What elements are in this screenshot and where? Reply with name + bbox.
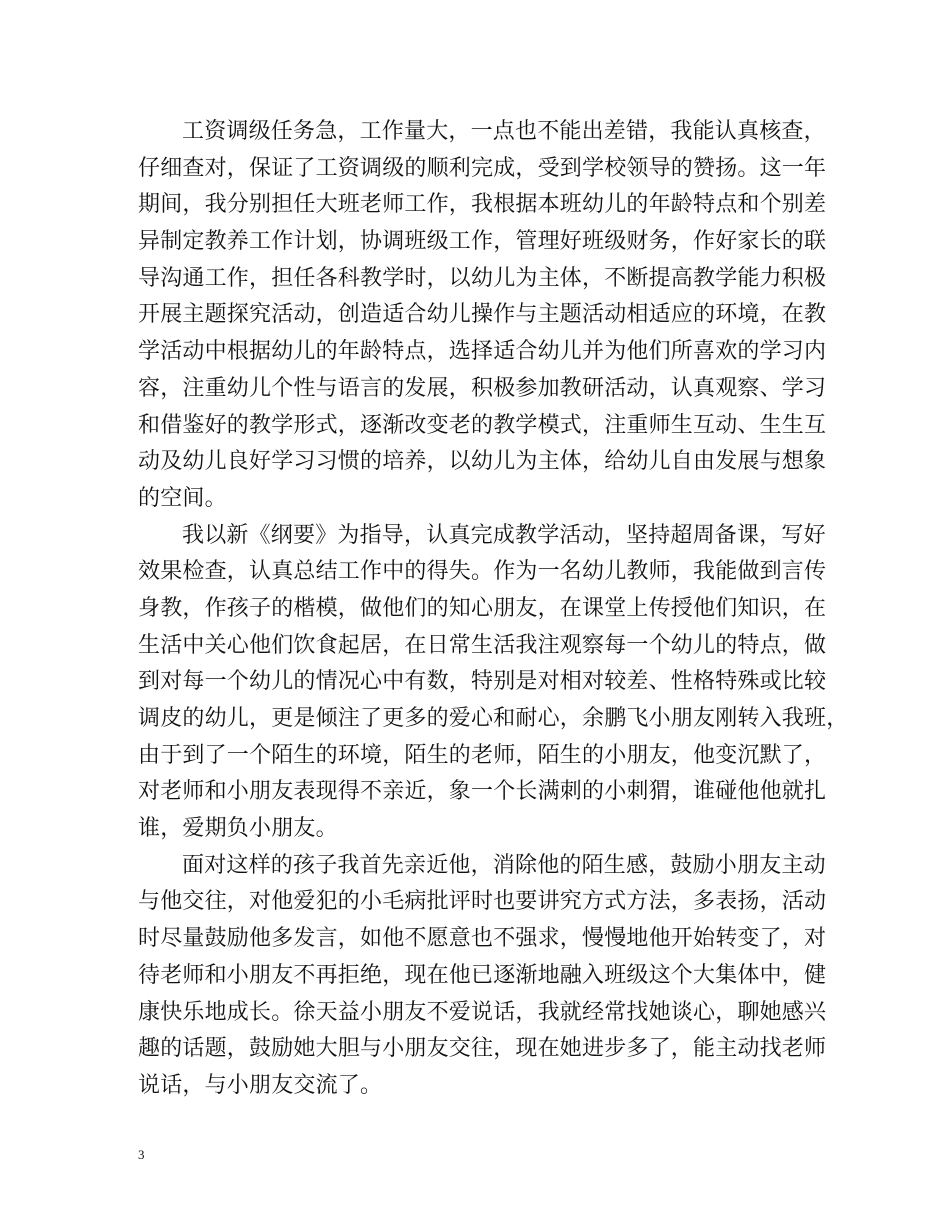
text-line: 调皮的幼儿，更是倾注了更多的爱心和耐心，余鹏飞小朋友刚转入我班，: [138, 706, 849, 731]
text-line: 效果检查，认真总结工作中的得失。作为一名幼儿教师，我能做到言传: [138, 559, 827, 585]
paragraph-1: [138, 114, 827, 518]
text-line: 开展主题探究活动，创造适合幼儿操作与主题活动相适应的环境，在教: [138, 302, 827, 328]
text-line: 对老师和小朋友表现得不亲近，象一个长满刺的小刺猬，谁碰他他就扎: [138, 779, 827, 805]
paragraph-2: [138, 518, 849, 848]
text-line: 容，注重幼儿个性与语言的发展，积极参加教研活动，认真观察、学习: [138, 375, 827, 401]
text-line: 时尽量鼓励他多发言，如他不愿意也不强求，慢慢地他开始转变了，对: [138, 926, 827, 952]
body-text: [138, 114, 849, 1105]
paragraph-3: [138, 848, 827, 1105]
text-line: 导沟通工作，担任各科教学时，以幼儿为主体，不断提高教学能力积极: [138, 265, 827, 291]
text-line: 异制定教养工作计划，协调班级工作，管理好班级财务，作好家长的联: [138, 229, 827, 255]
text-line: 仔细查对，保证了工资调级的顺利完成，受到学校领导的赞扬。这一年: [138, 155, 827, 181]
text-line: 期间，我分别担任大班老师工作，我根据本班幼儿的年龄特点和个别差: [138, 192, 827, 218]
text-line: 谁，爱期负小朋友。: [138, 816, 338, 842]
text-line: 和借鉴好的教学形式，逐渐改变老的教学模式，注重师生互动、生生互: [138, 412, 827, 438]
text-line: 待老师和小朋友不再拒绝，现在他已逐渐地融入班级这个大集体中，健: [138, 962, 827, 988]
text-line: 动及幼儿良好学习习惯的培养，以幼儿为主体，给幼儿自由发展与想象: [138, 449, 827, 475]
text-line: 我以新《纲要》为指导，认真完成教学活动，坚持超周备课，写好: [182, 522, 826, 548]
text-line: 工资调级任务急，工作量大，一点也不能出差错，我能认真核查，: [182, 119, 826, 144]
page-number: 3: [138, 1147, 145, 1162]
text-line: 学活动中根据幼儿的年龄特点，选择适合幼儿并为他们所喜欢的学习内: [138, 339, 827, 365]
text-line: 由于到了一个陌生的环境，陌生的老师，陌生的小朋友，他变沉默了，: [138, 742, 827, 768]
text-line: 的空间。: [138, 485, 227, 511]
text-line: 到对每一个幼儿的情况心中有数，特别是对相对较差、性格特殊或比较: [138, 669, 827, 695]
text-line: 身教，作孩子的楷模，做他们的知心朋友，在课堂上传授他们知识，在: [138, 595, 827, 621]
text-line: 康快乐地成长。徐天益小朋友不爱说话，我就经常找她谈心，聊她感兴: [138, 999, 827, 1025]
text-line: 面对这样的孩子我首先亲近他，消除他的陌生感，鼓励小朋友主动: [182, 852, 826, 878]
text-line: 与他交往，对他爱犯的小毛病批评时也要讲究方式方法，多表扬，活动: [138, 889, 827, 915]
text-line: 说话，与小朋友交流了。: [138, 1072, 383, 1098]
text-line: 趣的话题，鼓励她大胆与小朋友交往，现在她进步多了，能主动找老师: [138, 1036, 827, 1062]
text-line: 生活中关心他们饮食起居，在日常生活我注观察每一个幼儿的特点，做: [138, 632, 827, 658]
